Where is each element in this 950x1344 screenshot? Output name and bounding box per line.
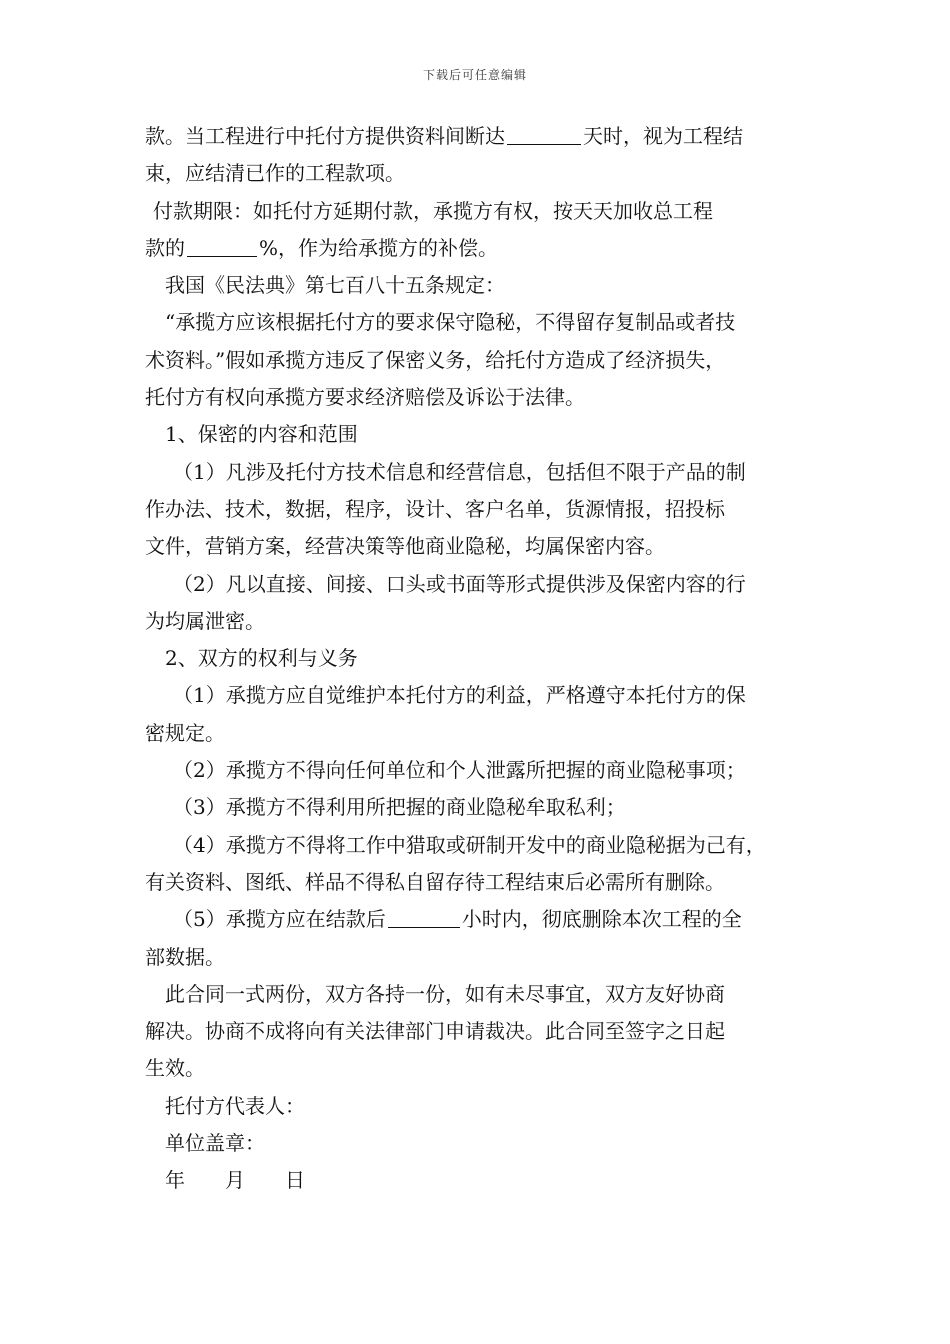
paragraph-line: 托付方有权向承揽方要求经济赔偿及诉讼于法律。 [145, 385, 585, 410]
text-run: 天时，视为工程结 [583, 124, 743, 148]
paragraph-line [145, 230, 810, 267]
paragraph-line: 此合同一式两份，双方各持一份，如有未尽事宜，双方友好协商 [165, 981, 725, 1006]
page-header: 下载后可任意编辑 [422, 68, 527, 82]
paragraph-line [145, 901, 810, 938]
paragraph-line: 密规定。 [145, 720, 225, 745]
blank-hours [388, 907, 460, 928]
text-run: 小时内，彻底删除本次工程的全 [461, 907, 742, 932]
paragraph-line: 部数据。 [145, 944, 225, 969]
blank-days [507, 124, 581, 145]
paragraph-line: 生效。 [145, 1056, 205, 1081]
paragraph-line: 解决。协商不成将向有关法律部门申请裁决。此合同至签字之日起 [145, 1019, 725, 1044]
paragraph-line: “承揽方应该根据托付方的要求保守隐秘，不得留存复制品或者技 [165, 310, 736, 335]
text-run: （5）承揽方应在结款后 [173, 907, 386, 932]
paragraph-line: 我国《民法典》第七百八十五条规定： [165, 273, 505, 298]
paragraph-line: 作办法、技术，数据，程序，设计、客户名单，货源情报，招投标 [145, 496, 725, 521]
section-heading: 2、双方的权利与义务 [165, 646, 358, 671]
signature-representative: 托付方代表人： [165, 1093, 305, 1118]
paragraph-line: 术资料。”假如承揽方违反了保密义务，给托付方造成了经济损失， [145, 347, 726, 372]
date-year: 年 [165, 1168, 185, 1193]
paragraph-line: （1）承揽方应自觉维护本托付方的利益，严格遵守本托付方的保 [173, 683, 746, 708]
text-run: 款的 [145, 235, 185, 260]
paragraph-line: 文件，营销方案，经营决策等他商业隐秘，均属保密内容。 [145, 534, 665, 559]
signature-seal: 单位盖章： [165, 1131, 265, 1156]
section-heading: 1、保密的内容和范围 [165, 422, 358, 447]
paragraph-line: 有关资料、图纸、样品不得私自留存待工程结束后必需所有删除。 [145, 869, 725, 894]
paragraph-line: （3）承揽方不得利用所把握的商业隐秘牟取私利； [173, 795, 626, 820]
date-month: 月 [225, 1168, 245, 1193]
text-run: %，作为给承揽方的补偿。 [259, 235, 499, 260]
blank-percent [187, 236, 257, 257]
paragraph-line: （2）承揽方不得向任何单位和个人泄露所把握的商业隐秘事项； [173, 758, 746, 783]
paragraph-line [145, 118, 810, 155]
date-day: 日 [285, 1168, 305, 1193]
paragraph-line: 为均属泄密。 [145, 608, 265, 633]
paragraph-line: （2）凡以直接、间接、口头或书面等形式提供涉及保密内容的行 [173, 571, 746, 596]
paragraph-line: （4）承揽方不得将工作中猎取或研制开发中的商业隐秘据为己有， [173, 832, 766, 857]
document-body [145, 118, 810, 1200]
paragraph-line: 束，应结清已作的工程款项。 [145, 161, 405, 186]
paragraph-line: 付款期限：如托付方延期付款，承揽方有权，按天天加收总工程 [153, 198, 713, 223]
text-run: 款。当工程进行中托付方提供资料间断达 [145, 124, 505, 148]
signature-date [145, 1162, 810, 1199]
paragraph-line: （1）凡涉及托付方技术信息和经营信息，包括但不限于产品的制 [173, 459, 746, 484]
